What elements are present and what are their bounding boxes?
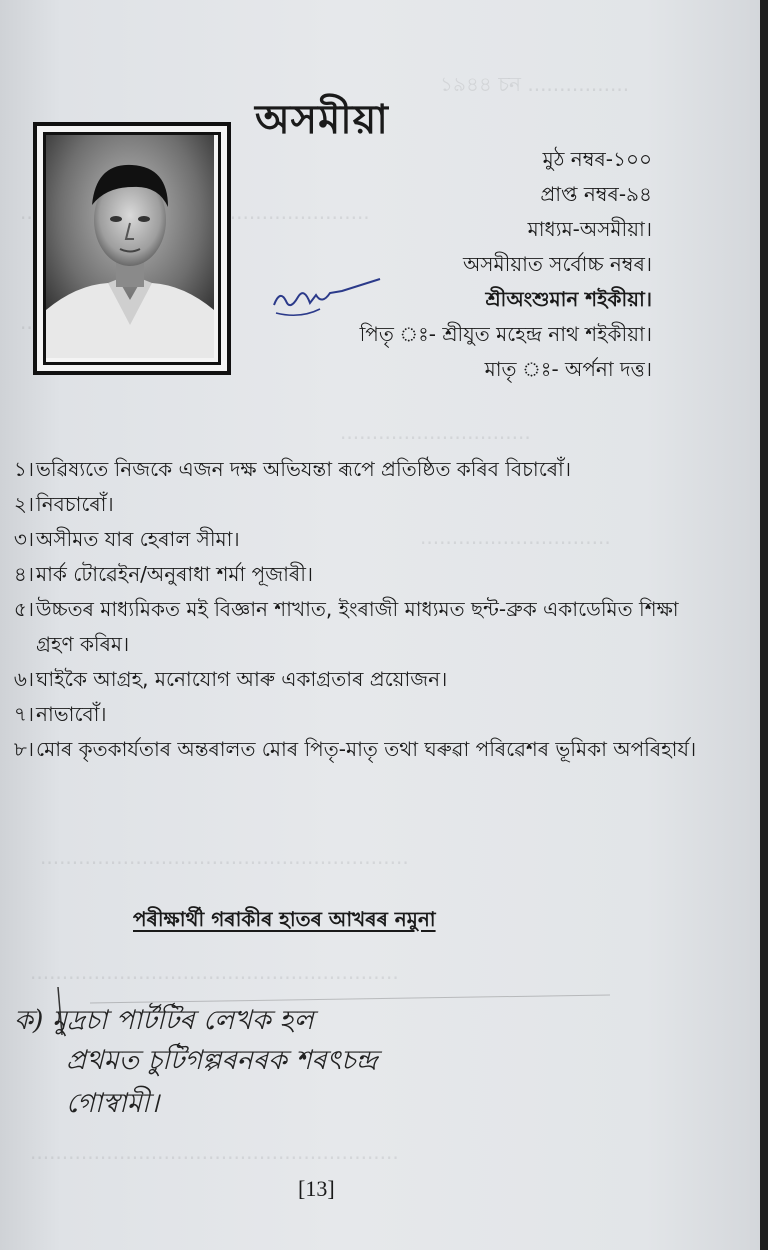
item-number: ৬।: [13, 667, 34, 691]
medium: মাধ্যম-অসমীয়া।: [527, 217, 652, 241]
handwriting-line-3: গোস্বামী।: [66, 1088, 160, 1119]
item-number: ২।: [13, 492, 34, 516]
item-text: ঘাইকৈ আগ্ৰহ, মনোযোগ আৰু একাগ্ৰতাৰ প্ৰয়োজন।: [36, 667, 448, 691]
item-number: ৩।: [13, 527, 34, 551]
full-marks: মুঠ নম্বৰ-১০০: [542, 147, 652, 171]
show-through-text: ১৯৪৪ চন ................: [440, 72, 630, 96]
item-number: ৫।: [13, 597, 34, 621]
student-name: শ্ৰীঅংশুমান শইকীয়া।: [485, 287, 652, 311]
student-photo-frame: [33, 122, 231, 375]
mother-name: মাতৃ ঃ- অৰ্পনা দত্ত।: [484, 357, 652, 381]
student-details: [232, 142, 652, 387]
show-through-text: ..........................................................: [30, 1140, 399, 1164]
item-text: নাভাবোঁ।: [36, 702, 107, 726]
father-name: পিতৃ ঃ- শ্ৰীযুত মহেন্দ্ৰ নাথ শইকীয়া।: [359, 322, 652, 346]
list-item: [0, 732, 700, 802]
item-text: অসীমত যাৰ হেৰাল সীমা।: [36, 527, 240, 551]
item-text: উচ্চতৰ মাধ্যমিকত মই বিজ্ঞান শাখাত, ইংৰাজী মাধ্যমত ছন্ট-ব্ৰুক একাডেমিত শিক্ষা গ্ৰহণ কৰিম।: [36, 597, 679, 656]
show-through-text: ..............................: [420, 525, 611, 549]
list-item: [0, 557, 700, 592]
item-text: নিবচাৰোঁ।: [36, 492, 114, 516]
answers-list: [0, 452, 700, 802]
item-text: ভৱিষ্যতে নিজকে এজন দক্ষ অভিযন্তা ৰূপে প্ৰতিষ্ঠিত কৰিব বিচাৰোঁ।: [36, 457, 571, 481]
page-title: অসমীয়া: [255, 97, 389, 143]
list-item: [0, 522, 700, 557]
show-through-text: ..............................: [340, 420, 531, 444]
show-through-text: ..........................................................: [40, 845, 409, 869]
item-number: ৪।: [13, 562, 34, 586]
page-number: [13]: [298, 1176, 335, 1201]
list-item: [0, 592, 700, 662]
item-text: মাৰ্ক টোৱেইন/অনুৰাধা শৰ্মা পূজাৰী।: [36, 562, 314, 586]
marks-obtained: প্ৰাপ্ত নম্বৰ-৯৪: [540, 182, 652, 206]
list-item: [0, 662, 700, 697]
item-number: ৭।: [13, 702, 34, 726]
item-text: মোৰ কৃতকাৰ্যতাৰ অন্তৰালত মোৰ পিতৃ-মাতৃ তথা ঘৰুৱা পৰিৱেশৰ ভূমিকা অপৰিহাৰ্য।: [36, 737, 697, 761]
student-portrait-image: [46, 135, 214, 358]
item-number: ১।: [13, 457, 34, 481]
handwriting-line-2: প্ৰথমত চুটিগল্পৰনৰক শৰৎচন্দ্ৰ: [66, 1045, 378, 1076]
list-item: [0, 452, 700, 487]
list-item: [0, 697, 700, 732]
show-through-text: ..........................................................: [30, 960, 399, 984]
handwriting-line-1: ক) মুদ্ৰচা পাৰ্টটিৰ লেখক হল: [14, 1005, 314, 1036]
item-number: ৮।: [13, 737, 34, 761]
achievement: অসমীয়াত সৰ্বোচ্চ নম্বৰ।: [462, 252, 652, 276]
handwriting-sample-heading: পৰীক্ষাৰ্থী গৰাকীৰ হাতৰ আখৰৰ নমুনা: [133, 907, 436, 931]
student-photo: [43, 132, 221, 365]
list-item: [0, 487, 700, 522]
